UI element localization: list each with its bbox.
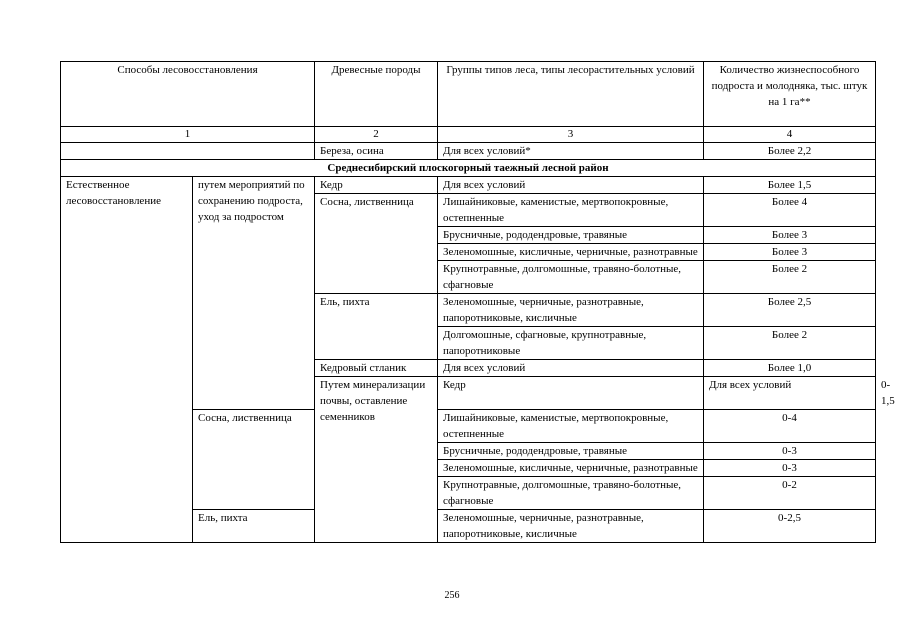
value-cell: 0-2,5 [704,510,876,543]
species-cell: Кедровый стланик [315,360,438,377]
species-cell: Сосна, лиственница [193,410,315,510]
submethod-cell: путем мероприятий по сохранению подроста, уход за подростом [193,177,315,410]
region-title: Среднесибирский плоскогорный таежный лесной район [61,160,876,177]
value-cell: Более 2,5 [704,294,876,327]
condition-cell: Лишайниковые, каменистые, мертвопокровные, остепненные [438,410,704,443]
species-cell: Ель, пихта [315,294,438,360]
condition-cell: Для всех условий [704,377,876,410]
value-cell: Более 3 [704,227,876,244]
column-number: 4 [704,127,876,143]
value-cell: Более 2,2 [704,143,876,160]
condition-cell: Долгомошные, сфагновые, крупнотравные, папоротниковые [438,327,704,360]
region-row [61,160,876,177]
page-number: 256 [444,590,460,601]
condition-cell: Крупнотравные, долгомошные, травяно-болотные, сфагновые [438,477,704,510]
condition-cell: Зеленомошные, кисличные, черничные, разнотравные [438,244,704,261]
header-quantity: Количество жизнеспособного подроста и молодняка, тыс. штук на 1 га** [704,62,876,127]
value-cell: Более 3 [704,244,876,261]
species-cell: Береза, осина [315,143,438,160]
condition-cell: Для всех условий [438,177,704,194]
value-cell: Более 1,5 [704,177,876,194]
species-cell: Сосна, лиственница [315,194,438,294]
value-cell: 0-2 [704,477,876,510]
value-cell: 0-4 [704,410,876,443]
table-row [61,177,876,194]
condition-cell: Зеленомошные, кисличные, черничные, разнотравные [438,460,704,477]
reforestation-table [60,61,895,543]
condition-cell: Зеленомошные, черничные, разнотравные, папоротниковые, кисличные [438,510,704,543]
value-cell: Более 2 [704,261,876,294]
empty-cell [61,143,315,160]
value-cell: Более 1,0 [704,360,876,377]
header-forest-types: Группы типов леса, типы лесорастительных условий [438,62,704,127]
species-cell: Кедр [315,177,438,194]
header-row [61,62,876,127]
condition-cell: Для всех условий [438,360,704,377]
condition-cell: Лишайниковые, каменистые, мертвопокровные, остепненные [438,194,704,227]
condition-cell: Для всех условий* [438,143,704,160]
value-cell: Более 4 [704,194,876,227]
header-methods: Способы лесовосстановления [61,62,315,127]
table-row: Путем минерализации почвы, оставление семенников Кедр Для всех условий 0-1,5 [61,377,876,410]
value-cell: 0-3 [704,460,876,477]
table-row [61,143,876,160]
method-cell: Естественное лесовосстановление [61,177,193,543]
value-cell: Более 2 [704,327,876,360]
species-cell: Ель, пихта [193,510,315,543]
column-number: 3 [438,127,704,143]
condition-cell: Крупнотравные, долгомошные, травяно-болотные, сфагновые [438,261,704,294]
condition-cell: Брусничные, рододендровые, травяные [438,443,704,460]
submethod-cell: Путем минерализации почвы, оставление семенников [315,377,438,543]
condition-cell: Зеленомошные, черничные, разнотравные, папоротниковые, кисличные [438,294,704,327]
column-number-row [61,127,876,143]
column-number: 2 [315,127,438,143]
header-species: Древесные породы [315,62,438,127]
species-cell: Кедр [438,377,704,410]
condition-cell: Брусничные, рододендровые, травяные [438,227,704,244]
value-cell: 0-3 [704,443,876,460]
column-number: 1 [61,127,315,143]
